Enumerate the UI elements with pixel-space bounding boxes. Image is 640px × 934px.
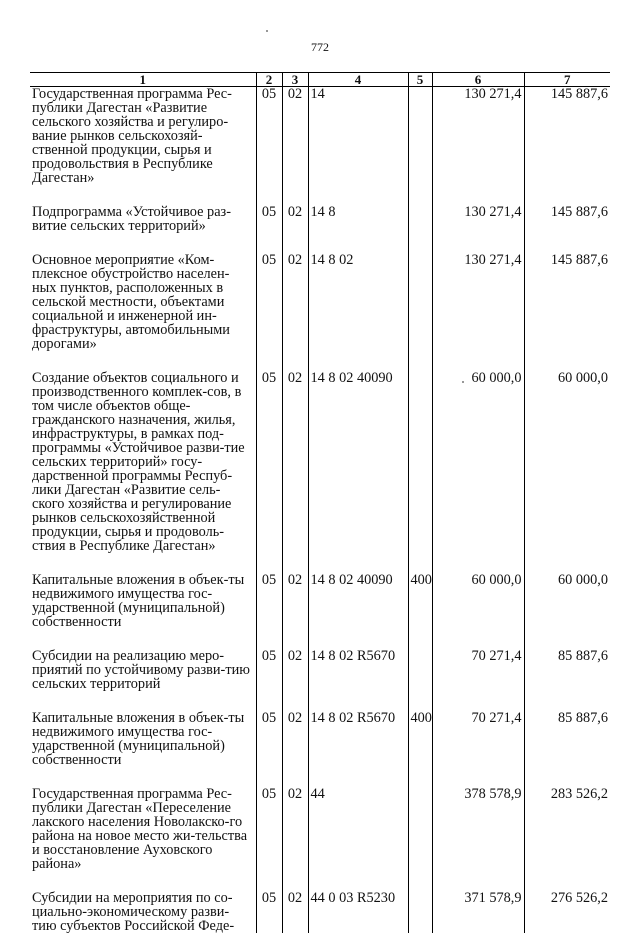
row-sum-year1: 130 271,4 [432, 253, 524, 371]
row-pr: 02 [282, 87, 308, 206]
row-csr: 14 8 02 [308, 253, 408, 371]
row-sum-year1: 378 578,9 [432, 787, 524, 891]
col-header-1: 1 [30, 73, 256, 87]
row-sum-year2: 85 887,6 [524, 711, 610, 787]
row-rz: 05 [256, 205, 282, 253]
table-row [30, 205, 610, 253]
row-name: Капитальные вложения в объек-ты недвижимого имущества гос-ударственной (муниципальной) собственности [32, 710, 245, 768]
col-header-5: 5 [408, 73, 432, 87]
row-csr: 14 [308, 87, 408, 206]
row-name: Государственная программа Рес-публики Дагестан «Развитие сельского хозяйства и регулиро-вание рынков сельскохозяй-ственной продукции, сырья и продовольствия в Республике Дагестан» [32, 86, 232, 186]
row-rz: 05 [256, 371, 282, 573]
budget-table [30, 72, 610, 933]
table-row [30, 787, 610, 891]
row-vr [408, 205, 432, 253]
row-sum-year1: 130 271,4 [432, 87, 524, 206]
row-name: Субсидии на реализацию меро-приятий по устойчивому разви-тию сельских территорий [32, 648, 250, 692]
row-sum-year1: 130 271,4 [432, 205, 524, 253]
row-csr: 14 8 02 R5670 [308, 649, 408, 711]
row-csr: 14 8 02 40090 [308, 573, 408, 649]
col-header-3: 3 [282, 73, 308, 87]
col-header-2: 2 [256, 73, 282, 87]
row-vr [408, 253, 432, 371]
row-sum-year2: 145 887,6 [524, 205, 610, 253]
row-sum-year2: 145 887,6 [524, 87, 610, 206]
row-pr: 02 [282, 649, 308, 711]
row-vr [408, 787, 432, 891]
row-pr: 02 [282, 787, 308, 891]
row-vr: 400 [408, 573, 432, 649]
row-sum-year1: 371 578,9 [432, 891, 524, 933]
row-sum-year2: 276 526,2 [524, 891, 610, 933]
page-number: 772 [311, 40, 329, 54]
row-rz: 05 [256, 787, 282, 891]
col-header-4: 4 [308, 73, 408, 87]
row-sum-year2: 145 887,6 [524, 253, 610, 371]
row-rz: 05 [256, 649, 282, 711]
row-sum-year2: 60 000,0 [524, 371, 610, 573]
table-row [30, 891, 610, 933]
col-header-6: 6 [432, 73, 524, 87]
row-sum-year1: 60 000,0 [432, 371, 524, 573]
row-csr: 44 0 03 R5230 [308, 891, 408, 933]
row-sum-year2: 60 000,0 [524, 573, 610, 649]
row-csr: 14 8 02 R5670 [308, 711, 408, 787]
scan-speck [462, 381, 464, 383]
table-header-row [30, 73, 610, 87]
row-rz: 05 [256, 891, 282, 933]
table-row [30, 253, 610, 371]
row-rz: 05 [256, 711, 282, 787]
row-name: Основное мероприятие «Ком-плексное обустройство населен-ных пунктов, расположенных в сельской местности, объектами социальной и инженерной ин-фраструктуры, автомобильными дорогами» [32, 252, 230, 352]
table-row [30, 371, 610, 573]
row-sum-year2: 283 526,2 [524, 787, 610, 891]
row-pr: 02 [282, 573, 308, 649]
row-csr: 14 8 [308, 205, 408, 253]
row-name: Субсидии на мероприятия по со-циально-экономическому разви-тию субъектов Российской Феде- [32, 890, 235, 934]
row-vr [408, 371, 432, 573]
table-row [30, 87, 610, 206]
row-name: Государственная программа Рес-публики Дагестан «Переселение лакского населения Новолакско-го района на новое место жи-тельства и восстановление Ауховского района» [32, 786, 248, 872]
row-pr: 02 [282, 891, 308, 933]
col-header-7: 7 [524, 73, 610, 87]
row-csr: 14 8 02 40090 [308, 371, 408, 573]
row-sum-year1: 60 000,0 [432, 573, 524, 649]
row-name: Капитальные вложения в объек-ты недвижимого имущества гос-ударственной (муниципальной) собственности [32, 572, 245, 630]
row-vr [408, 87, 432, 206]
scan-speck [266, 30, 268, 32]
table-row [30, 573, 610, 649]
row-sum-year1: 70 271,4 [432, 649, 524, 711]
row-vr [408, 649, 432, 711]
row-vr [408, 891, 432, 933]
row-rz: 05 [256, 573, 282, 649]
row-name: Создание объектов социального и производственного комплек-сов, в том числе объектов обще-гражданского назначения, жилья, инфраструктуры, в рамках под-программы «Устойчивое разви-тие сельских территорий» госу-дарственной программы Респуб-лики Дагестан «Развитие сель-ского хозяйства и регулирование рынков сельскохозяйственной продукции, сырья и продоволь-ствия в Республике Дагестан» [32, 370, 245, 554]
row-csr: 44 [308, 787, 408, 891]
row-pr: 02 [282, 205, 308, 253]
row-pr: 02 [282, 711, 308, 787]
table-row [30, 649, 610, 711]
row-name: Подпрограмма «Устойчивое раз-витие сельских территорий» [32, 204, 231, 234]
row-pr: 02 [282, 371, 308, 573]
row-pr: 02 [282, 253, 308, 371]
row-sum-year1: 70 271,4 [432, 711, 524, 787]
row-rz: 05 [256, 253, 282, 371]
table-row [30, 711, 610, 787]
row-vr: 400 [408, 711, 432, 787]
row-sum-year2: 85 887,6 [524, 649, 610, 711]
row-rz: 05 [256, 87, 282, 206]
